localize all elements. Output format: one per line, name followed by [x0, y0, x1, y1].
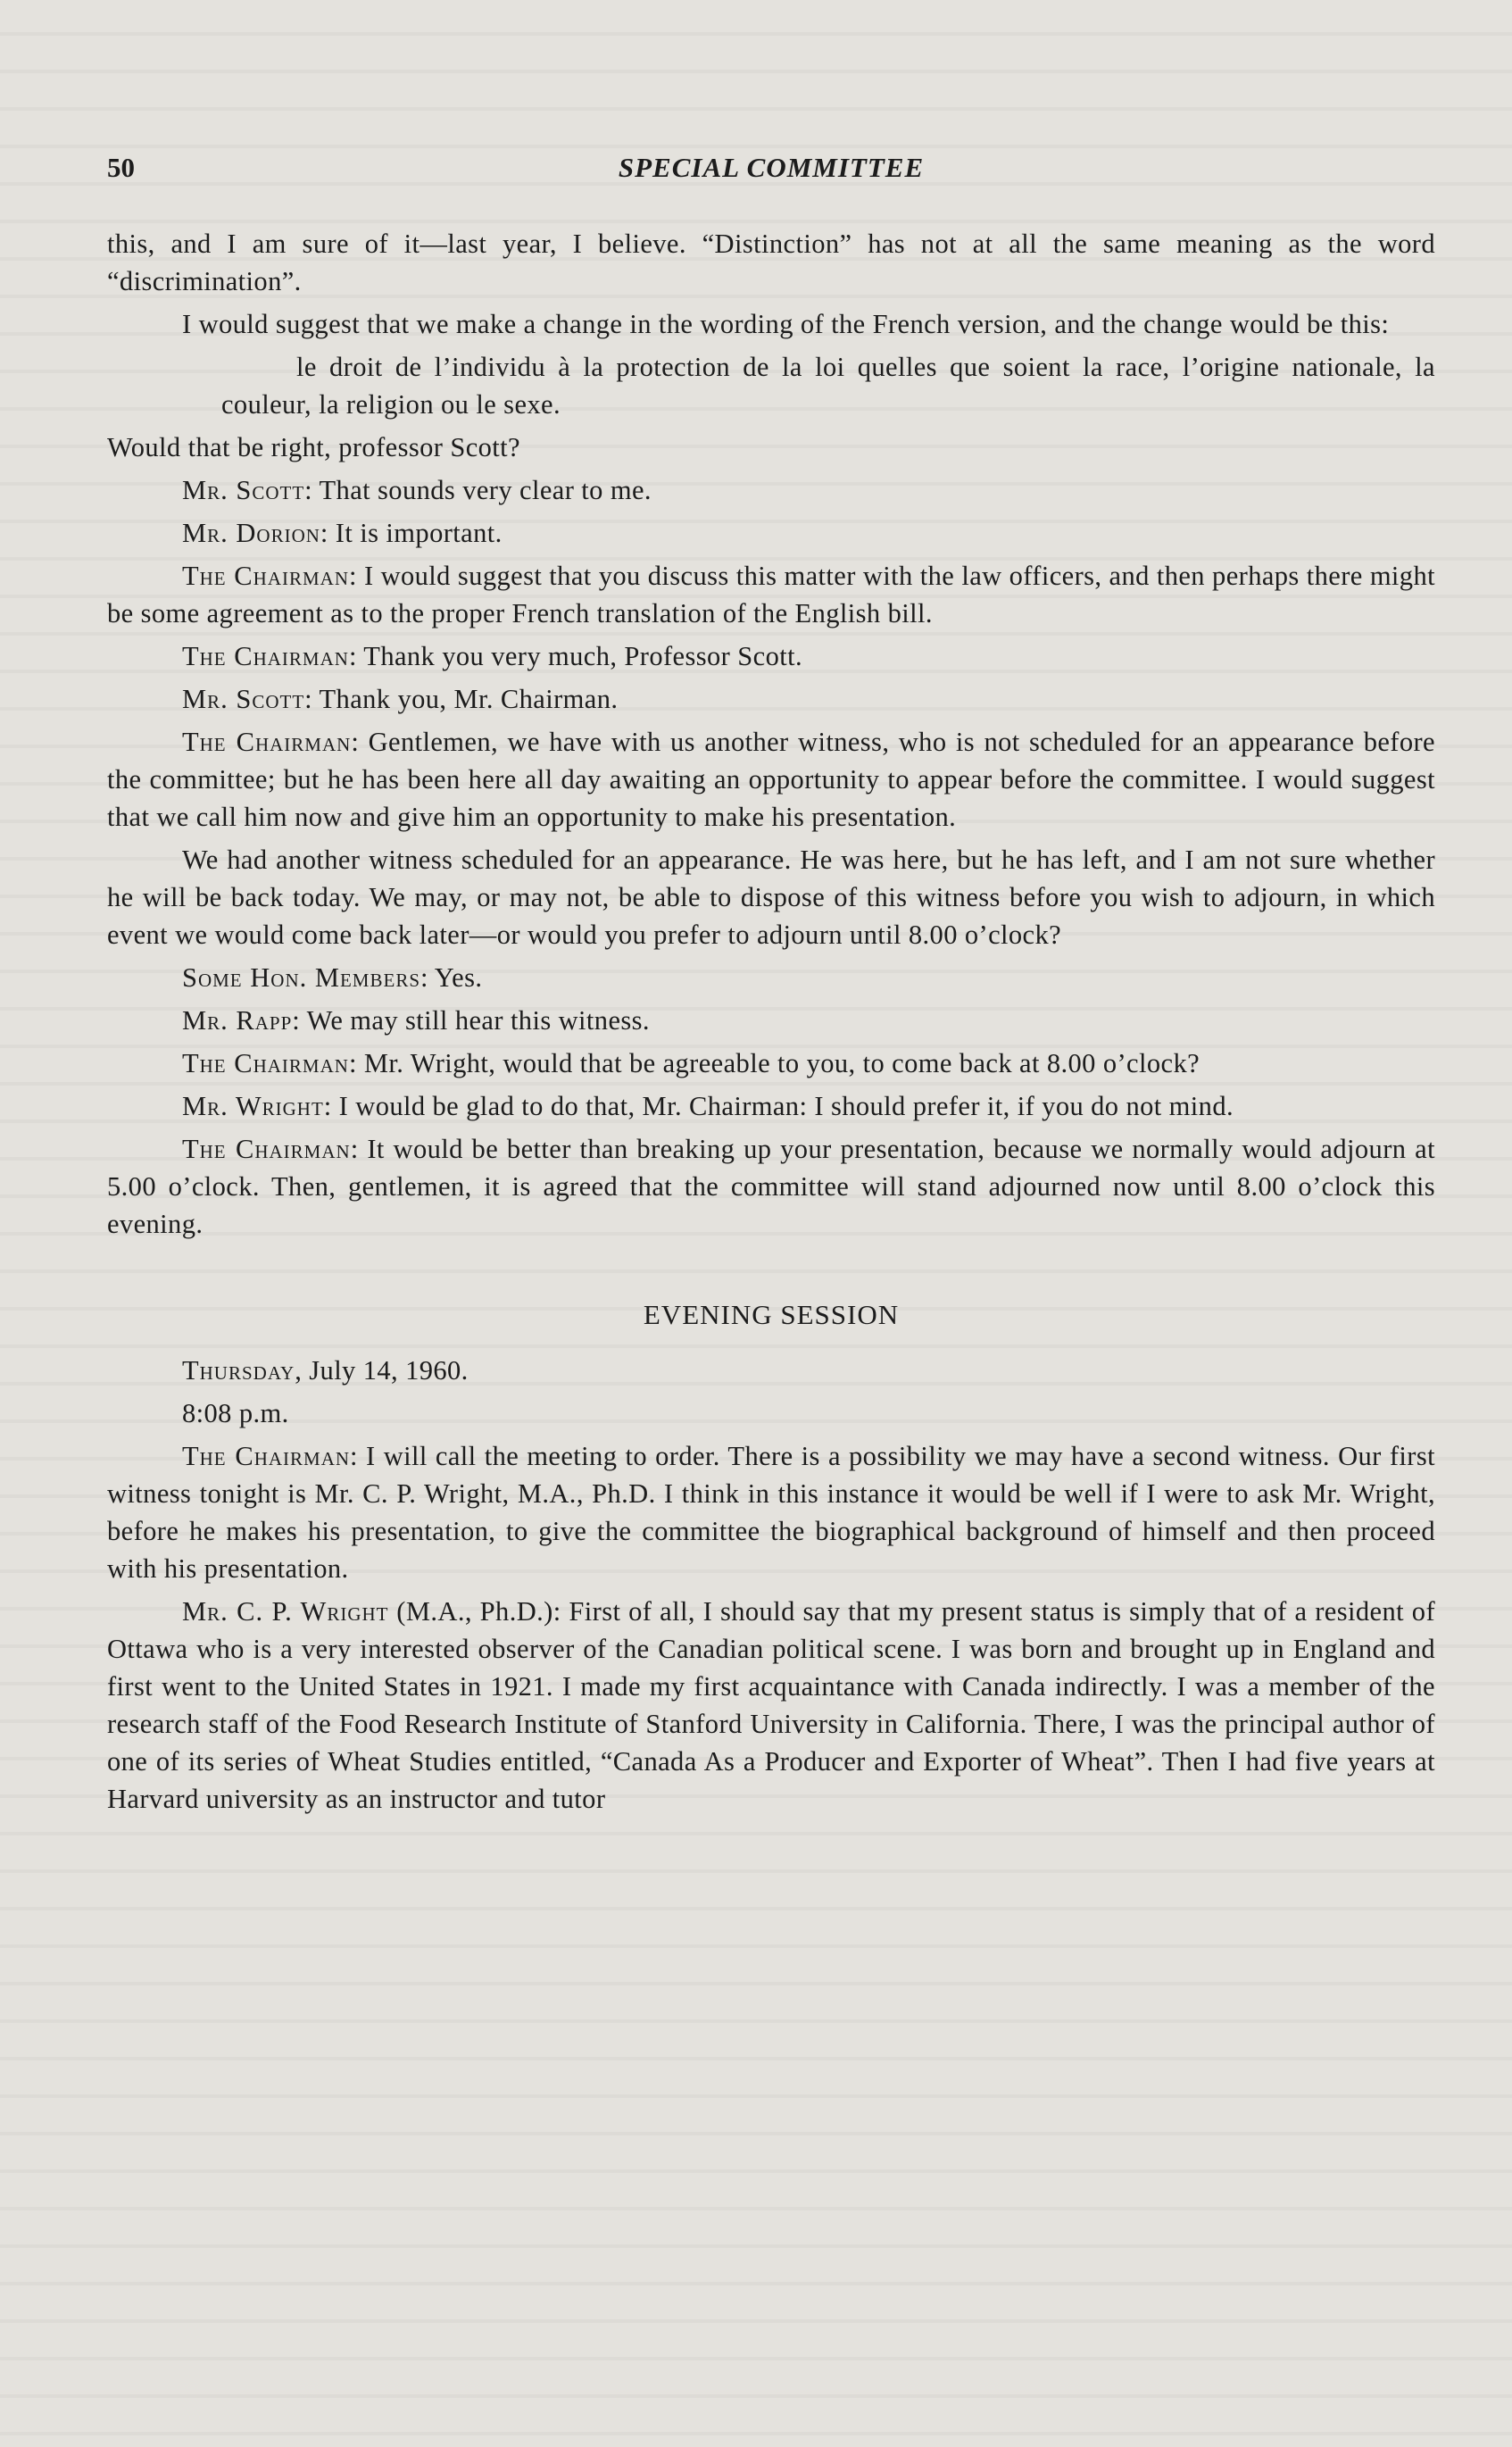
speech-text: : Thank you very much, Professor Scott.: [348, 641, 802, 671]
page-number: 50: [107, 152, 135, 183]
speech-dorion: [107, 514, 1435, 552]
speech-members: [107, 959, 1435, 996]
speech-chairman-6: [107, 1437, 1435, 1587]
speaker-name: The Chairman: [182, 1134, 351, 1164]
paragraph: I would suggest that we make a change in the wording of the French version, and the change would be this:: [182, 309, 1390, 339]
speaker-name: Mr. Scott: [182, 475, 305, 505]
session-date-rest: , July 14, 1960.: [295, 1355, 469, 1386]
speech-text: : It would be better than breaking up your presentation, because we normally would adjourn at 5.00 o’clock. Then, gentlemen, it is agreed that the committee will stand adjourned now until 8.00 o’clock this evening.: [107, 1134, 1435, 1239]
speech-chairman-4: [107, 1045, 1435, 1082]
speaker-name: Mr. Dorion: [182, 518, 320, 548]
paragraph: We had another witness scheduled for an appearance. He was here, but he has left, and I am not sure whether he will be back today. We may, or may not, be able to dispose of this witness before you wish to adjourn, in which event we would come back later—or would you prefer to adjourn until 8.00 o’clock?: [107, 845, 1435, 950]
running-title: SPECIAL COMMITTEE: [618, 152, 925, 183]
french-quote: le droit de l’individu à la protection de la loi quelles que soient la race, l’origine nationale, la couleur, la religion ou le sexe.: [221, 352, 1435, 420]
speech-wright: [107, 1087, 1435, 1125]
page-header: [107, 152, 1435, 191]
speech-scott-1: [107, 471, 1435, 509]
speaker-name: Mr. Scott: [182, 684, 305, 714]
speech-text: : I would be glad to do that, Mr. Chairman: I should prefer it, if you do not mind.: [323, 1091, 1234, 1121]
speaker-name: The Chairman: [182, 641, 349, 671]
session-time: 8:08 p.m.: [182, 1398, 289, 1428]
speech-text: : We may still hear this witness.: [292, 1005, 650, 1036]
speaker-name: The Chairman: [182, 561, 349, 591]
speaker-name: The Chairman: [182, 727, 352, 757]
speech-text: : That sounds very clear to me.: [304, 475, 652, 505]
speech-text: : Gentlemen, we have with us another witness, who is not scheduled for an appearance before the committee; but he has been here all day awaiting an opportunity to appear before the committee. I would suggest that we call him now and give him an opportunity to make his presentation.: [107, 727, 1435, 832]
speaker-name: Mr. Wright: [182, 1091, 324, 1121]
speech-text: : It is important.: [320, 518, 503, 548]
speech-chairman-3: [107, 723, 1435, 836]
session-heading: EVENING SESSION: [643, 1299, 900, 1330]
speech-chairman-1: [107, 557, 1435, 632]
speech-chairman-2: [107, 637, 1435, 675]
speech-text: : First of all, I should say that my present status is simply that of a resident of Ottawa who is a very interested observer of the Canadian political scene. I was born and brought up in England and first went to the United States in 1921. I made my first acquaintance with Canada indirectly. I was a member of the research staff of the Food Research Institute of Stanford University in California. There, I was the principal author of one of its series of Wheat Studies entitled, “Canada As a Producer and Exporter of Wheat”. Then I had five years at Harvard university as an instructor and tutor: [107, 1596, 1435, 1814]
session-day: Thursday: [182, 1355, 295, 1386]
speech-cp-wright: [107, 1593, 1435, 1818]
speech-chairman-5: [107, 1130, 1435, 1243]
speech-rapp: [107, 1002, 1435, 1039]
speaker-degrees: (M.A., Ph.D.): [388, 1596, 553, 1627]
speaker-name: Some Hon. Members: [182, 962, 421, 993]
paragraph: this, and I am sure of it—last year, I believe. “Distinction” has not at all the same meaning as the word “discrimination”.: [107, 229, 1435, 296]
speaker-name: The Chairman: [182, 1048, 349, 1078]
session-date: [107, 1352, 1435, 1389]
speaker-name: Mr. C. P. Wright: [182, 1596, 389, 1627]
speaker-name: Mr. Rapp: [182, 1005, 293, 1036]
speech-text: : Mr. Wright, would that be agreeable to you, to come back at 8.00 o’clock?: [348, 1048, 1200, 1078]
body-text: [107, 225, 1435, 1823]
speech-scott-2: [107, 680, 1435, 718]
speech-text: : I will call the meeting to order. There is a possibility we may have a second witness. Our first witness tonight is Mr. C. P. Wright, M.A., Ph.D. I think in this instance it would be well if I were to ask Mr. Wright, before he makes his presentation, to give the committee the biographical background of himself and then proceed with his presentation.: [107, 1441, 1435, 1584]
speaker-name: The Chairman: [182, 1441, 351, 1471]
speech-text: : Yes.: [420, 962, 483, 993]
paragraph: Would that be right, professor Scott?: [107, 432, 520, 462]
speech-text: : I would suggest that you discuss this matter with the law officers, and then perhaps there might be some agreement as to the proper French translation of the English bill.: [107, 561, 1435, 628]
speech-text: : Thank you, Mr. Chairman.: [304, 684, 619, 714]
